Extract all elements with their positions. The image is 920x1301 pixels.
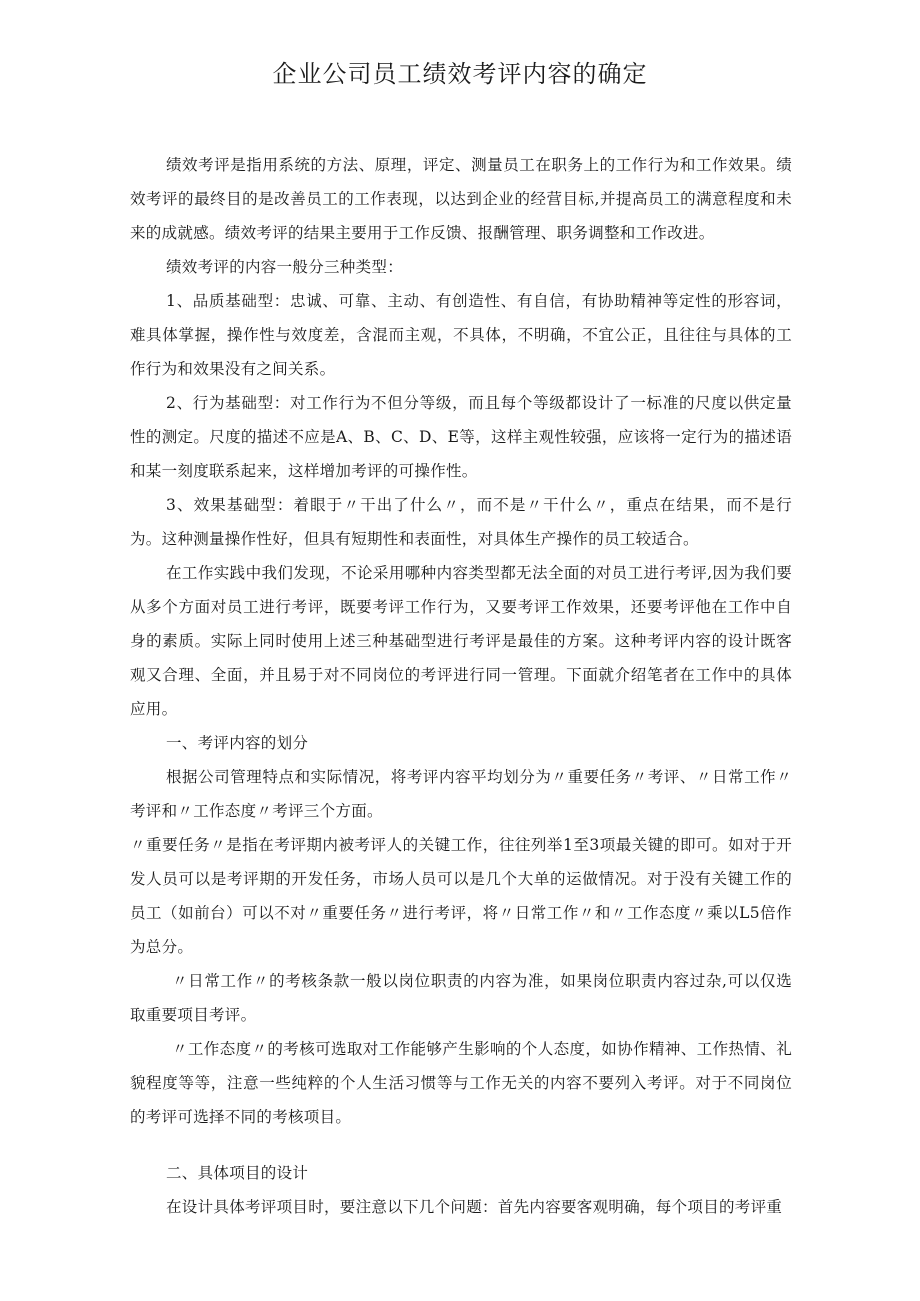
document-body (130, 148, 792, 1224)
paragraph-behavior-type: 2、行为基础型：对工作行为不但分等级，而且每个等级都设计了一标准的尺度以供定量性的测定。尺度的描述不应是A、B、C、D、E等，这样主观性较强，应该将一定行为的描述语和某一刻度联系起来，这样增加考评的可操作性。 (130, 394, 792, 480)
section-heading-division: 一、考评内容的划分 (166, 734, 309, 752)
paragraph-attitude: 〃工作态度〃的考核可选取对工作能够产生影响的个人态度，如协作精神、工作热情、礼貌程度等等，注意一些纯粹的个人生活习惯等与工作无关的内容不要列入考评。对于不同岗位的考评可选择不同的考核项目。 (130, 1040, 792, 1126)
paragraph-types-intro: 绩效考评的内容一般分三种类型： (166, 258, 404, 276)
paragraph-division: 根据公司管理特点和实际情况，将考评内容平均划分为〃重要任务〃考评、〃日常工作〃考评和〃工作态度〃考评三个方面。 (130, 768, 792, 820)
paragraph-result-type: 3、效果基础型：着眼于〃干出了什么〃，而不是〃干什么〃，重点在结果，而不是行为。这种测量操作性好，但具有短期性和表面性，对具体生产操作的员工较适合。 (130, 496, 792, 548)
section-heading-design: 二、具体项目的设计 (166, 1164, 309, 1182)
paragraph-quality-type: 1、品质基础型：忠诚、可靠、主动、有创造性、有自信，有协助精神等定性的形容词，难具体掌握，操作性与效度差，含混而主观，不具体，不明确，不宜公正，且往往与具体的工作行为和效果没有之间关系。 (130, 292, 792, 378)
document-title: 企业公司员工绩效考评内容的确定 (272, 60, 648, 88)
paragraph-practice: 在工作实践中我们发现，不论采用哪种内容类型都无法全面的对员工进行考评,因为我们要从多个方面对员工进行考评，既要考评工作行为，又要考评工作效果，还要考评他在工作中自身的素质。实际上同时使用上述三种基础型进行考评是最佳的方案。这种考评内容的设计既客观又合理、全面，并且易于对不同岗位的考评进行同一管理。下面就介绍笔者在工作中的具体应用。 (130, 564, 792, 718)
paragraph-intro: 绩效考评是指用系统的方法、原理，评定、测量员工在职务上的工作行为和工作效果。绩效考评的最终目的是改善员工的工作表现，以达到企业的经营目标,并提高员工的满意程度和未来的成就感。绩效考评的结果主要用于工作反馈、报酬管理、职务调整和工作改进。 (130, 156, 792, 242)
section-spacer (130, 1134, 792, 1156)
paragraph-design: 在设计具体考评项目时，要注意以下几个问题：首先内容要客观明确，每个项目的考评重 (166, 1198, 783, 1216)
paragraph-daily-work: 〃日常工作〃的考核条款一般以岗位职责的内容为准，如果岗位职责内容过杂,可以仅选取重要项目考评。 (130, 972, 792, 1024)
paragraph-key-tasks: 〃重要任务〃是指在考评期内被考评人的关键工作，往往列举1至3项最关键的即可。如对于开发人员可以是考评期的开发任务，市场人员可以是几个大单的运做情况。对于没有关键工作的员工（如前台）可以不对〃重要任务〃进行考评，将〃日常工作〃和〃工作态度〃乘以L5倍作为总分。 (130, 836, 792, 956)
